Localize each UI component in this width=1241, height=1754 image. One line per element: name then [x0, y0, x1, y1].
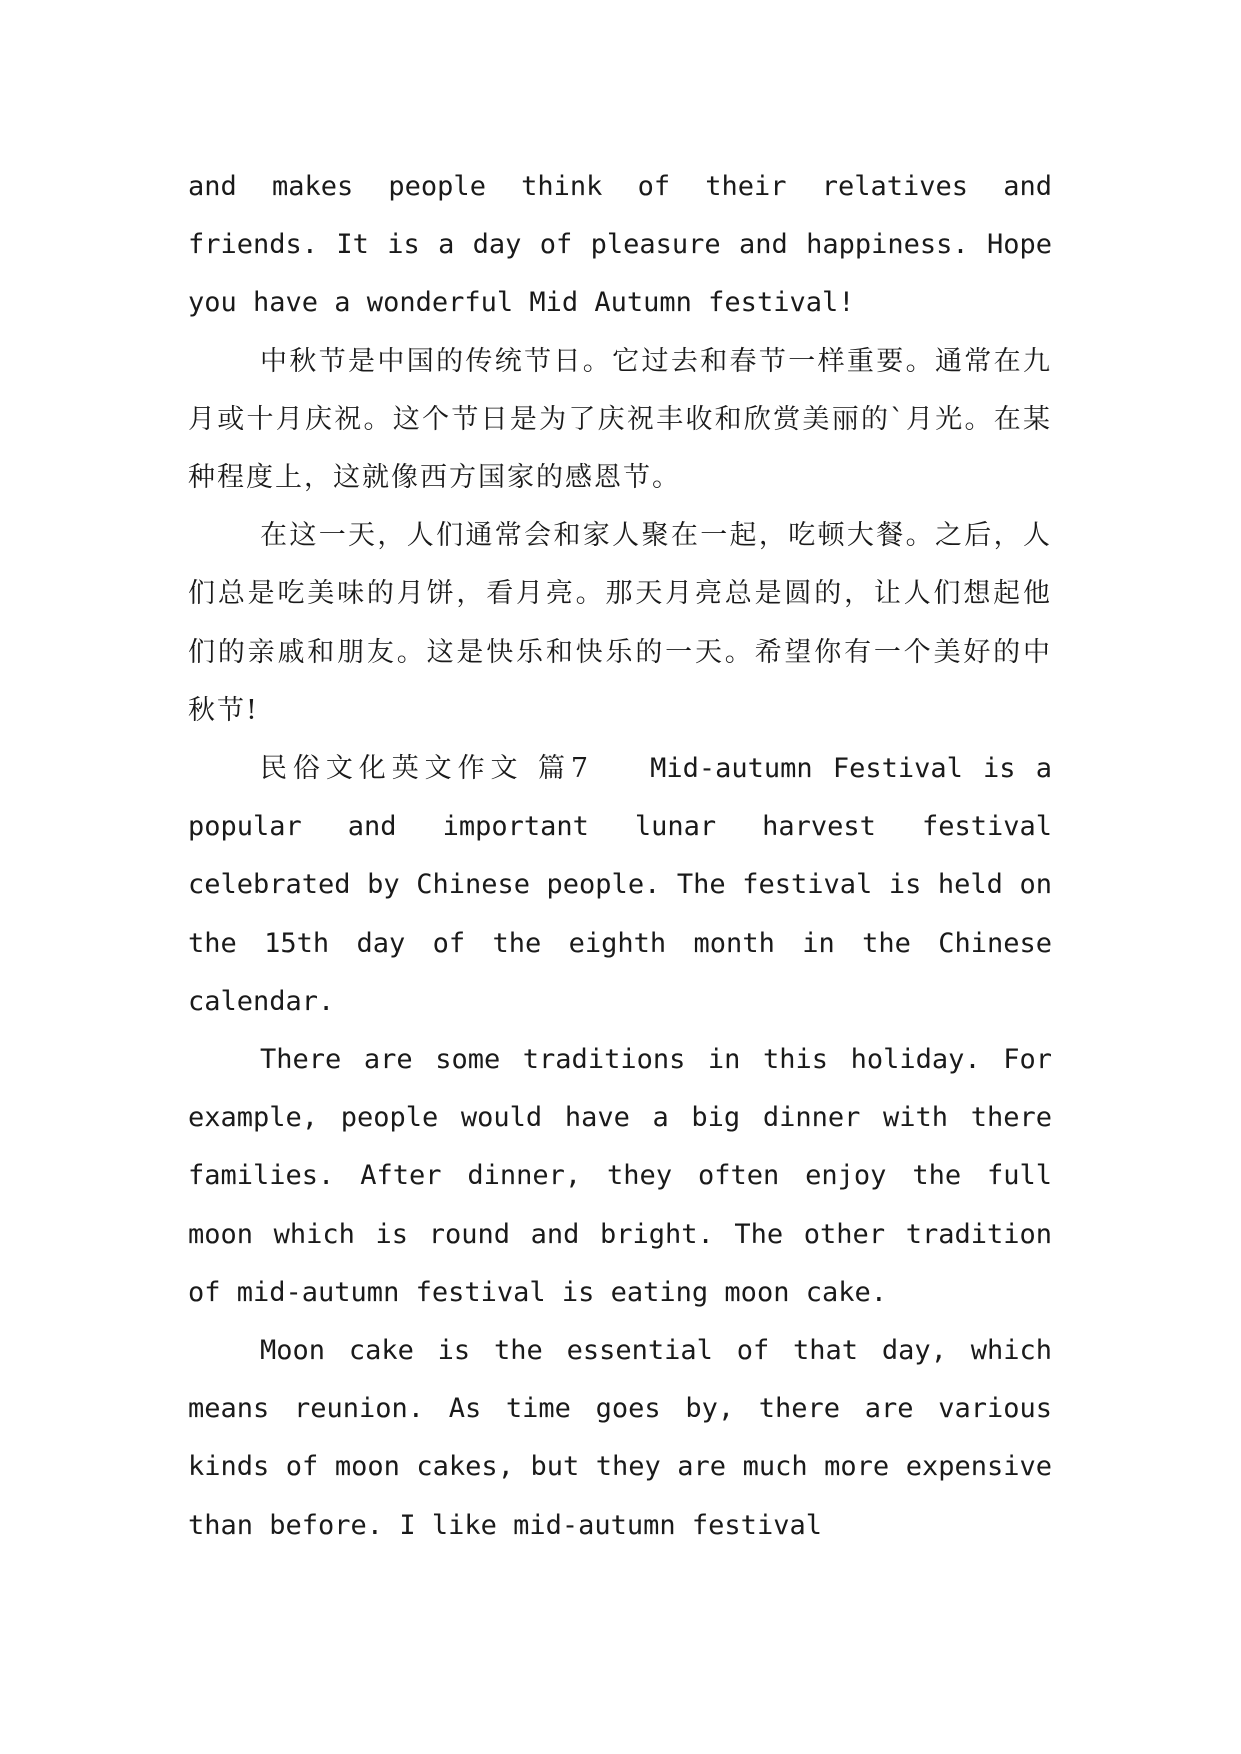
- paragraph-text: There are some traditions in this holiday. For example, people would have a big dinner with there families. After dinner, they often enjoy the full moon which is round and bright. The other tradition of mid-autumn festival is eating moon cake.: [188, 1044, 1052, 1308]
- paragraph-chinese-intro: [188, 333, 1052, 508]
- paragraph-text: 在这一天，人们通常会和家人聚在一起，吃顿大餐。之后，人们总是吃美味的月饼，看月亮。那天月亮总是圆的，让人们想起他们的亲戚和朋友。这是快乐和快乐的一天。希望你有一个美好的中秋节!: [188, 520, 1052, 726]
- paragraph-text: Mid-autumn Festival is a popular and important lunar harvest festival celebrated by Chinese people. The festival is held on the 15th day of the eighth month in the Chinese calendar.: [188, 753, 1052, 1017]
- paragraph-moon-cake: [188, 1322, 1052, 1555]
- paragraph-essay-7: [188, 740, 1052, 1031]
- document-body: [188, 158, 1052, 1555]
- paragraph-traditions: [188, 1031, 1052, 1322]
- essay-heading: 民俗文化英文作文 篇7: [260, 753, 591, 785]
- paragraph-text: 中秋节是中国的传统节日。它过去和春节一样重要。通常在九月或十月庆祝。这个节日是为了庆祝丰收和欣赏美丽的`月光。在某种程度上，这就像西方国家的感恩节。: [188, 345, 1052, 494]
- paragraph-text: and makes people think of their relatives and friends. It is a day of pleasure and happiness. Hope you have a wonderful Mid Autumn festival!: [188, 171, 1052, 319]
- paragraph-text: Moon cake is the essential of that day, which means reunion. As time goes by, there are various kinds of moon cakes, but they are much more expensive than before. I like mid-autumn festival: [188, 1335, 1052, 1541]
- paragraph-chinese-customs: [188, 507, 1052, 740]
- paragraph-continuation: [188, 158, 1052, 333]
